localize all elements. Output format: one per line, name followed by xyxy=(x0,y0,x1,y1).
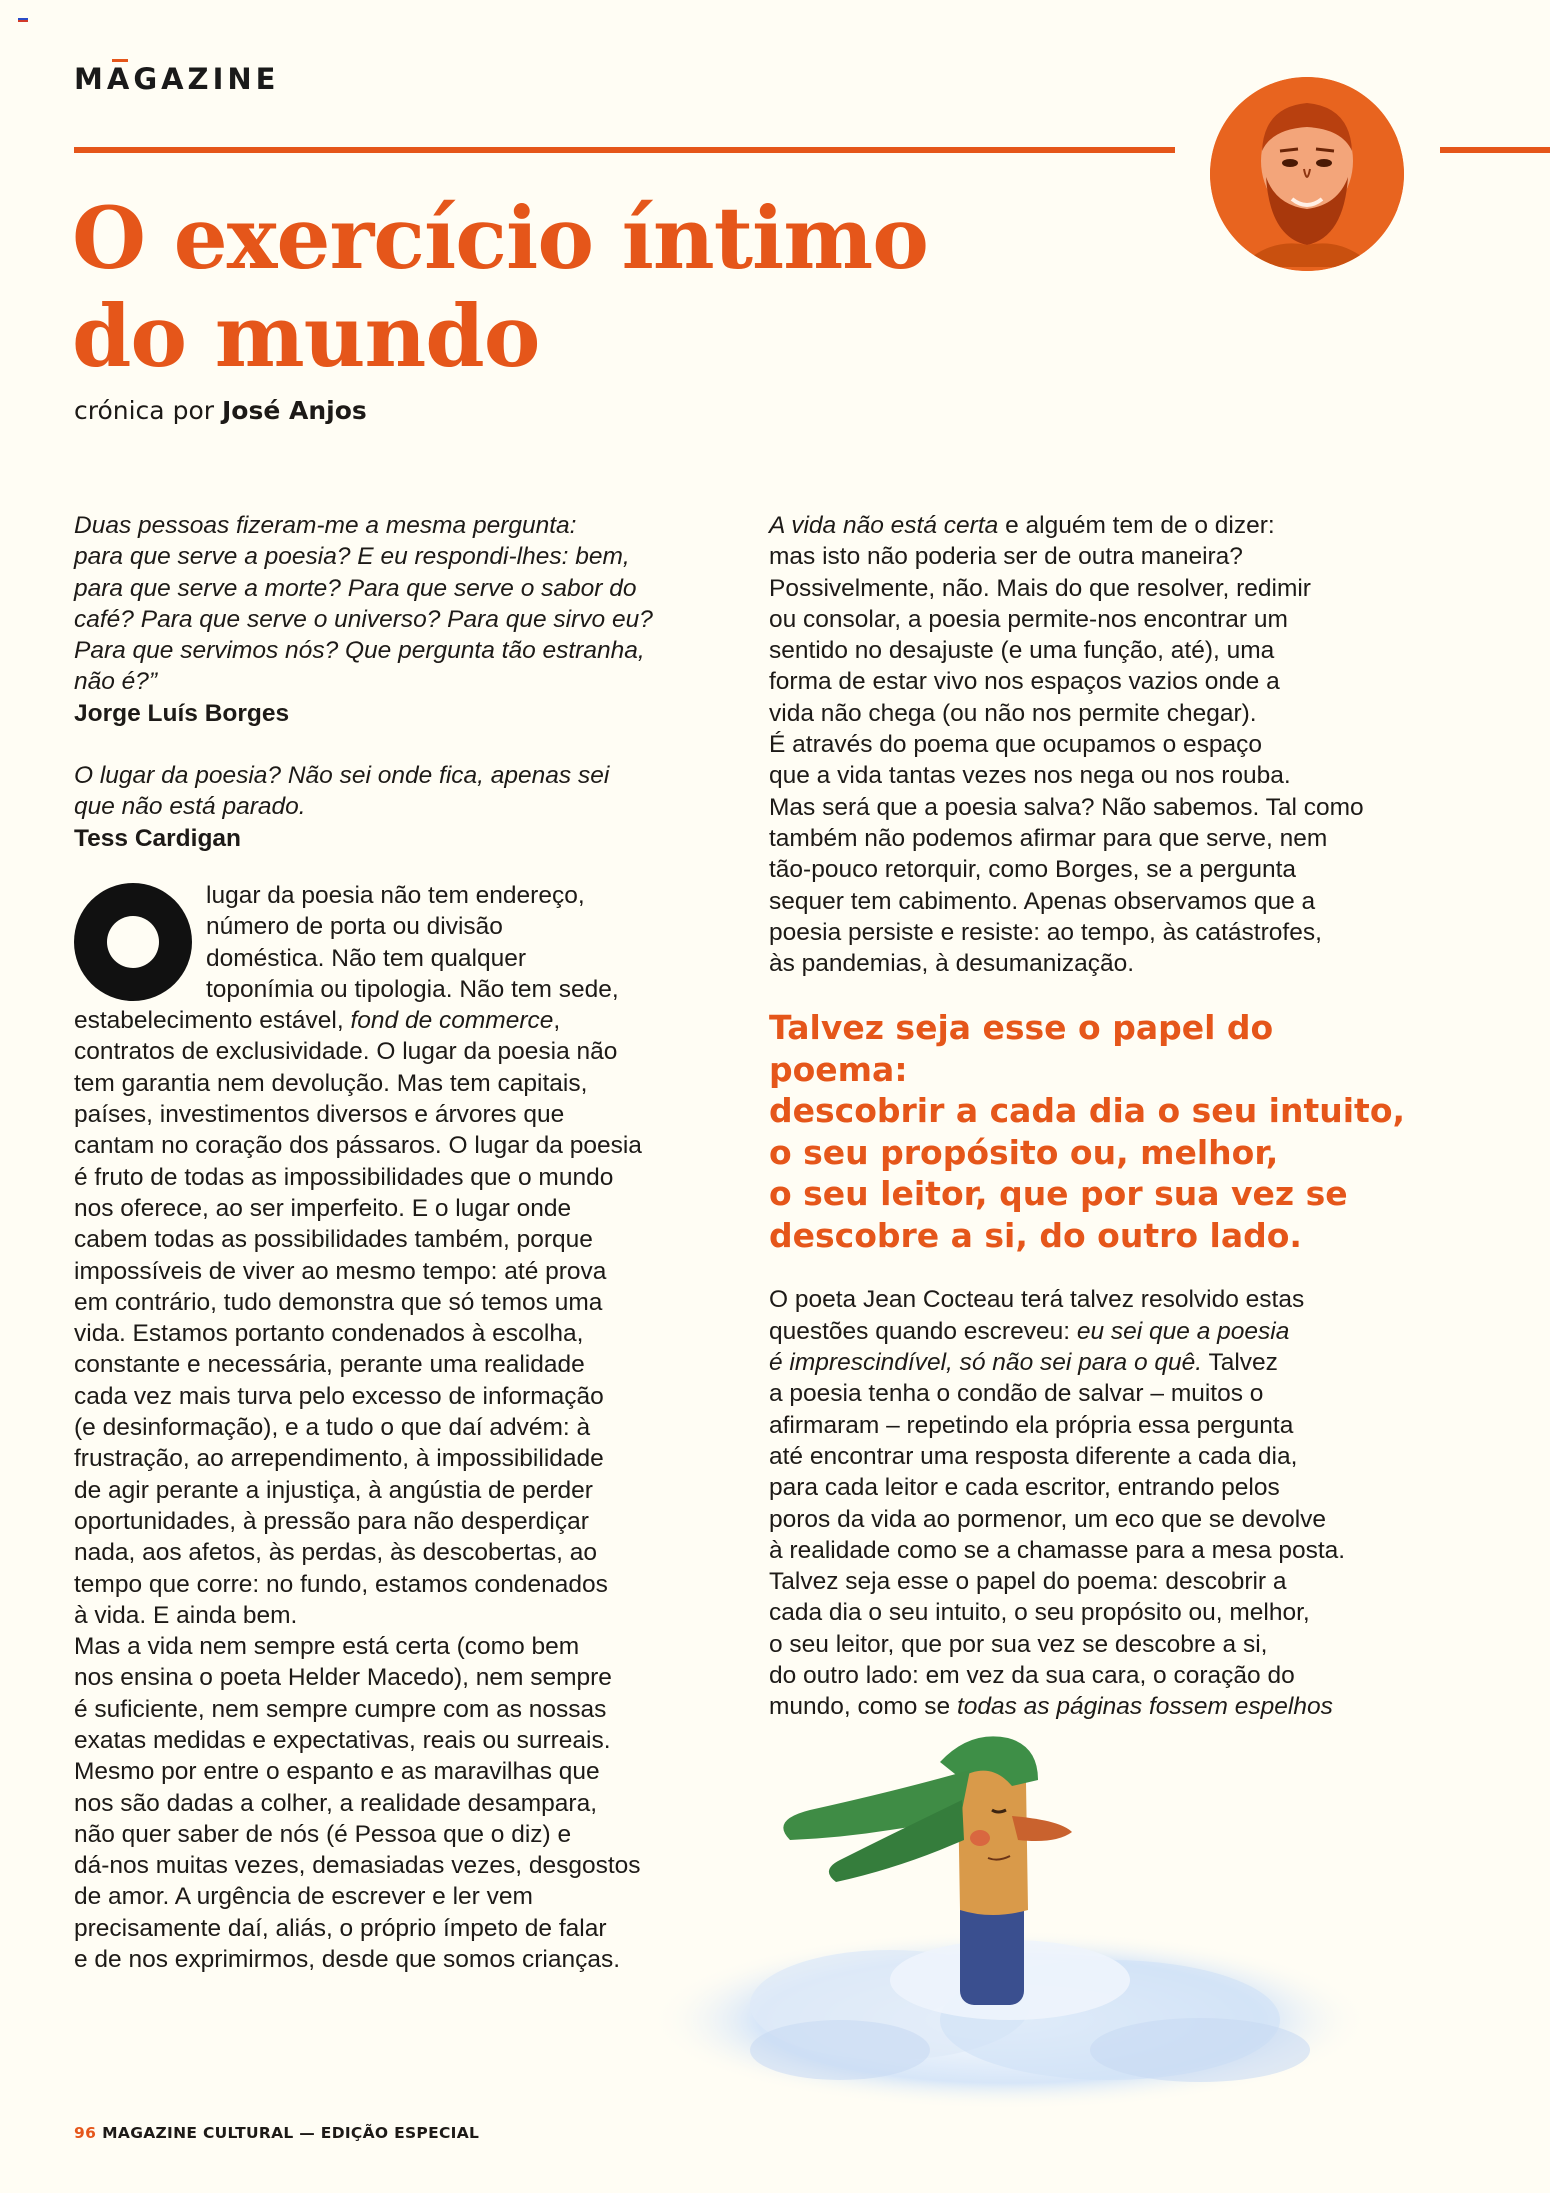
body-line: vida. Estamos portanto condenados à escolha, xyxy=(74,1320,584,1348)
body-line: tem garantia nem devolução. Mas tem capitais, xyxy=(74,1069,588,1097)
body-line: toponímia ou tipologia. Não tem sede, xyxy=(206,975,619,1003)
body-line: a poesia tenha o condão de salvar – muitos o xyxy=(769,1380,1264,1408)
body-line: Talvez seja esse o papel do poema: descobrir a xyxy=(769,1568,1287,1596)
pull-quote-line: descobrir a cada dia o seu intuito, xyxy=(769,1091,1406,1131)
pull-quote-line: o seu leitor, que por sua vez se xyxy=(769,1174,1348,1214)
body-italic: fond de commerce xyxy=(350,1007,554,1035)
article-title-line-1: O exercício íntimo xyxy=(72,189,928,289)
body-line: Mas a vida nem sempre está certa (como bem xyxy=(74,1633,580,1661)
body-line: doméstica. Não tem qualquer xyxy=(206,944,527,972)
epigraph-line: para que serve a poesia? E eu respondi-lhes: bem, xyxy=(74,543,630,571)
body-line: sentido no desajuste (e uma função, até), uma xyxy=(769,637,1275,665)
body-text: questões quando escreveu: xyxy=(769,1317,1077,1345)
body-line: que a vida tantas vezes nos nega ou nos rouba. xyxy=(769,762,1291,790)
spacer xyxy=(74,729,724,760)
body-line: forma de estar vivo nos espaços vazios onde a xyxy=(769,668,1280,696)
body-paragraph-2 xyxy=(74,1631,724,1975)
article-title-line-2: do mundo xyxy=(72,287,540,387)
figure-in-clouds-illustration xyxy=(640,1720,1380,2110)
corner-mark xyxy=(18,18,28,24)
epigraph-line: para que serve a morte? Para que serve o sabor do xyxy=(74,574,637,602)
body-line: frustração, ao arrependimento, à impossibilidade xyxy=(74,1445,604,1473)
body-line: Mas será que a poesia salva? Não sabemos. Tal como xyxy=(769,793,1364,821)
body-italic: A vida não está certa xyxy=(769,512,999,539)
masthead-rest: GAZINE xyxy=(133,62,280,96)
body-paragraph-1 xyxy=(74,880,724,1631)
body-line: de agir perante a injustiça, à angústia de perder xyxy=(74,1476,593,1504)
body-line: é fruto de todas as impossibilidades que o mundo xyxy=(74,1163,614,1191)
body-line xyxy=(769,1691,1419,1722)
epigraph-line: que não está parado. xyxy=(74,793,306,821)
body-line: também não podemos afirmar para que serve, nem xyxy=(769,824,1328,852)
body-line: constante e necessária, perante uma realidade xyxy=(74,1351,585,1379)
body-paragraph-right-2 xyxy=(769,1378,1419,1691)
body-text: Talvez xyxy=(1202,1349,1278,1377)
body-line: cantam no coração dos pássaros. O lugar da poesia xyxy=(74,1132,642,1160)
body-line: poros da vida ao pormenor, um eco que se devolve xyxy=(769,1505,1327,1533)
spacer xyxy=(74,854,724,880)
byline-prefix: crónica por xyxy=(74,396,215,425)
body-italic: todas as páginas fossem espelhos xyxy=(956,1693,1333,1721)
pull-quote-line: o seu propósito ou, melhor, xyxy=(769,1132,1279,1172)
body-line: dá-nos muitas vezes, demasiadas vezes, desgostos xyxy=(74,1852,641,1880)
body-line: em contrário, tudo demonstra que só temos uma xyxy=(74,1288,603,1316)
epigraph-line: Para que servimos nós? Que pergunta tão estranha, xyxy=(74,637,645,665)
epigraph-line: não é?” xyxy=(74,668,158,696)
body-line: oportunidades, à pressão para não desperdiçar xyxy=(74,1507,589,1535)
body-line: Mesmo por entre o espanto e as maravilhas que xyxy=(74,1758,600,1786)
body-italic: é imprescindível, só não sei para o quê. xyxy=(769,1349,1203,1377)
masthead-m: M xyxy=(74,62,107,96)
body-line: precisamente daí, aliás, o próprio ímpeto de falar xyxy=(74,1914,607,1942)
body-line: contratos de exclusividade. O lugar da poesia não xyxy=(74,1038,618,1066)
body-line: É através do poema que ocupamos o espaço xyxy=(769,731,1263,759)
body-line: mas isto não poderia ser de outra maneira? xyxy=(769,543,1243,571)
body-line: ou consolar, a poesia permite-nos encontrar um xyxy=(769,605,1288,633)
header-rule-right xyxy=(1440,147,1550,153)
body-line: de amor. A urgência de escrever e ler vem xyxy=(74,1883,533,1911)
body-paragraph-1-rest xyxy=(74,1036,724,1631)
epigraph-author: Jorge Luís Borges xyxy=(74,699,290,727)
body-line: tempo que corre: no fundo, estamos condenados xyxy=(74,1570,608,1598)
body-paragraph-right-1 xyxy=(769,541,1419,979)
dropcap-o xyxy=(74,883,192,1005)
body-text: , xyxy=(553,1007,561,1035)
body-line: o seu leitor, que por sua vez se descobre a si, xyxy=(769,1630,1268,1658)
body-line: exatas medidas e expectativas, reais ou surreais. xyxy=(74,1726,611,1754)
body-line xyxy=(769,1316,1419,1347)
body-line: cabem todas as possibilidades também, porque xyxy=(74,1226,593,1254)
body-line: para cada leitor e cada escritor, entrando pelos xyxy=(769,1474,1280,1502)
author-portrait xyxy=(1210,77,1404,271)
body-line: não quer saber de nós (é Pessoa que o diz) e xyxy=(74,1820,572,1848)
body-line: número de porta ou divisão xyxy=(206,913,503,941)
body-line: nos são dadas a colher, a realidade desampara, xyxy=(74,1789,598,1817)
body-text: e alguém tem de o dizer: xyxy=(998,512,1275,539)
pull-quote-line: Talvez seja esse o papel do poema: xyxy=(769,1008,1274,1089)
body-line: impossíveis de viver ao mesmo tempo: até prova xyxy=(74,1257,607,1285)
body-line: poesia persiste e resiste: ao tempo, às catástrofes, xyxy=(769,918,1322,946)
body-text: estabelecimento estável, xyxy=(74,1007,351,1035)
header-rule-left xyxy=(74,147,1175,153)
body-line: até encontrar uma resposta diferente a cada dia, xyxy=(769,1442,1298,1470)
body-line: lugar da poesia não tem endereço, xyxy=(206,881,585,909)
body-line: cada dia o seu intuito, o seu propósito ou, melhor, xyxy=(769,1599,1310,1627)
epigraph-line: Duas pessoas fizeram-me a mesma pergunta: xyxy=(74,512,577,539)
byline-author: José Anjos xyxy=(221,396,367,425)
body-line: países, investimentos diversos e árvores que xyxy=(74,1101,565,1129)
left-column xyxy=(74,510,724,1975)
body-line xyxy=(74,1005,724,1036)
pull-quote-line: descobre a si, do outro lado. xyxy=(769,1215,1302,1255)
body-line: cada vez mais turva pelo excesso de informação xyxy=(74,1382,604,1410)
page-number: 96 xyxy=(74,2124,97,2142)
body-line xyxy=(769,510,1419,541)
illustration-icon xyxy=(640,1720,1380,2110)
epigraph-line: O lugar da poesia? Não sei onde fica, apenas sei xyxy=(74,762,610,790)
body-line: à vida. E ainda bem. xyxy=(74,1601,298,1629)
body-line: nos ensina o poeta Helder Macedo), nem sempre xyxy=(74,1664,612,1692)
epigraph-line: café? Para que serve o universo? Para que sirvo eu? xyxy=(74,605,653,633)
page-footer xyxy=(74,2124,479,2142)
body-line: do outro lado: em vez da sua cara, o coração do xyxy=(769,1662,1295,1690)
body-italic: eu sei que a poesia xyxy=(1076,1317,1290,1345)
body-line: (e desinformação), e a tudo o que daí advém: à xyxy=(74,1414,591,1442)
epigraph-author: Tess Cardigan xyxy=(74,824,242,852)
body-line: e de nos exprimirmos, desde que somos crianças. xyxy=(74,1946,621,1974)
body-line: afirmaram – repetindo ela própria essa pergunta xyxy=(769,1411,1294,1439)
footer-label: MAGAZINE CULTURAL — EDIÇÃO ESPECIAL xyxy=(102,2124,480,2142)
body-line: tão-pouco retorquir, como Borges, se a pergunta xyxy=(769,856,1297,884)
article-title xyxy=(72,190,1172,386)
byline xyxy=(74,396,367,425)
masthead-a-macron: A xyxy=(106,62,134,96)
body-line: às pandemias, à desumanização. xyxy=(769,950,1134,978)
body-line: O poeta Jean Cocteau terá talvez resolvido estas xyxy=(769,1286,1305,1314)
magazine-masthead xyxy=(74,62,279,96)
pull-quote xyxy=(769,1007,1419,1256)
body-line: nada, aos afetos, às perdas, às descobertas, ao xyxy=(74,1539,598,1567)
epigraph-borges xyxy=(74,510,724,729)
body-line: é suficiente, nem sempre cumpre com as nossas xyxy=(74,1695,607,1723)
body-text: mundo, como se xyxy=(769,1693,957,1721)
body-line: vida não chega (ou não nos permite chegar). xyxy=(769,699,1257,727)
body-line: sequer tem cabimento. Apenas observamos que a xyxy=(769,887,1316,915)
author-portrait-icon xyxy=(1210,77,1404,271)
body-line xyxy=(769,1347,1419,1378)
body-line: Possivelmente, não. Mais do que resolver, redimir xyxy=(769,574,1311,602)
right-column xyxy=(769,510,1419,1723)
body-line: à realidade como se a chamasse para a mesa posta. xyxy=(769,1536,1346,1564)
epigraph-cardigan xyxy=(74,760,724,854)
body-line: nos oferece, ao ser imperfeito. E o lugar onde xyxy=(74,1194,572,1222)
